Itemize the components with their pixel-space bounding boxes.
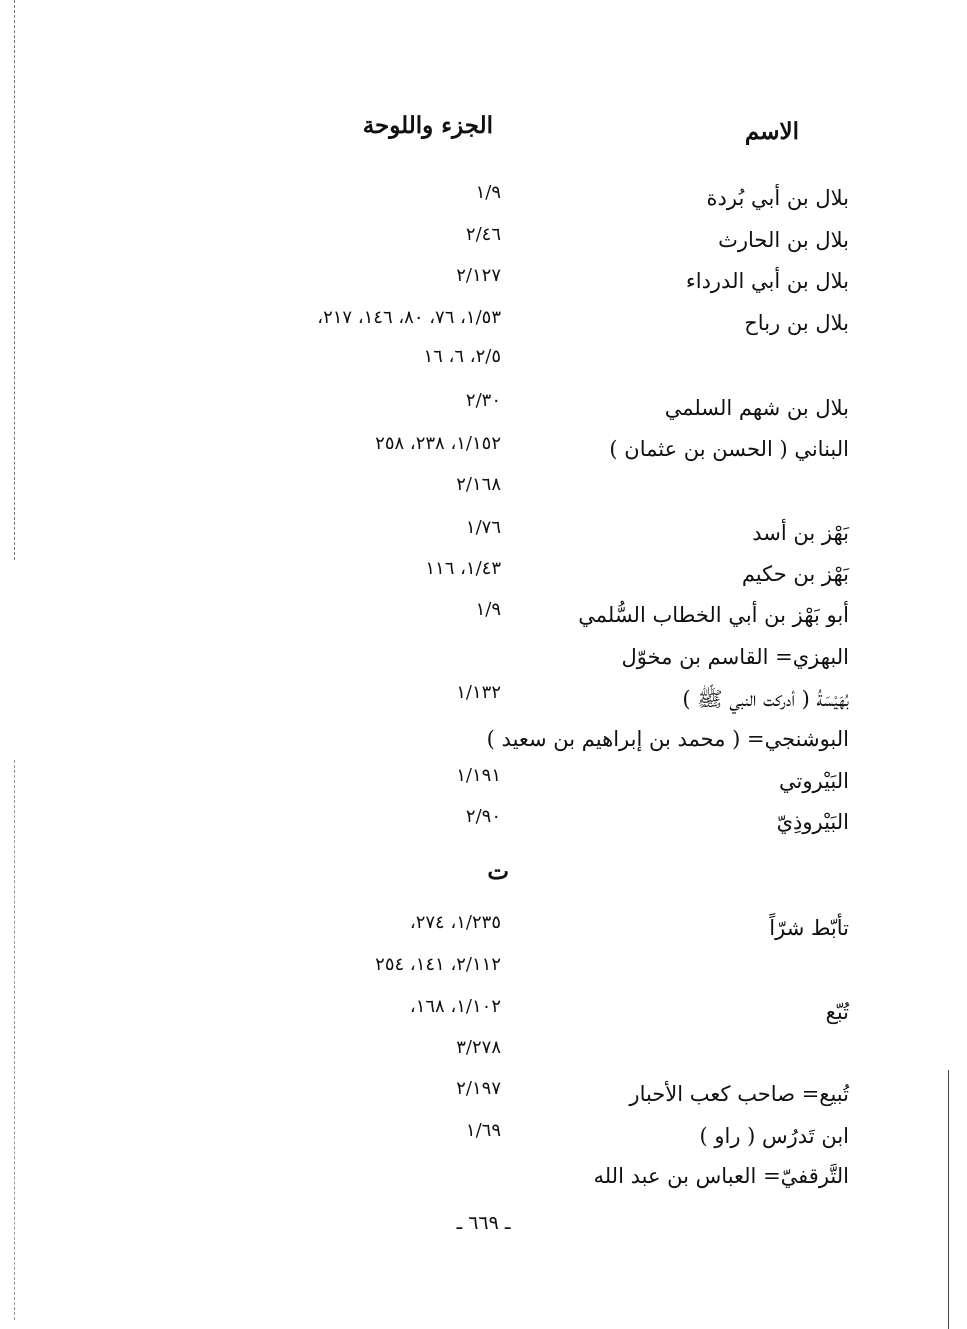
entry-reference: ١/٦٩ — [465, 1120, 501, 1141]
index-entry — [0, 265, 967, 303]
entry-name: تُبّع — [825, 1000, 849, 1024]
entry-reference: ١/٤٣، ١١٦ — [425, 558, 501, 579]
index-entry — [0, 765, 967, 803]
entry-reference: ٢/٣٠ — [465, 390, 501, 411]
entry-reference: ١/١٩١ — [456, 765, 501, 786]
index-entry — [0, 682, 967, 720]
entry-name: بلال بن الحارث — [718, 228, 849, 252]
index-entry — [0, 727, 967, 761]
entry-reference: ١/١٥٢، ٢٣٨، ٢٥٨ — [375, 433, 501, 454]
entry-reference: ٢/١٢٧ — [456, 265, 501, 286]
entry-name: بلال بن أبي بُردة — [706, 186, 849, 210]
entry-name: بُهَيْسَةُ ( أدركت النبي ﷺ ) — [682, 687, 849, 711]
index-entry — [0, 307, 967, 345]
entry-name: بلال بن أبي الدرداء — [685, 269, 849, 293]
entry-name: بَهْز بن حكيم — [741, 562, 849, 586]
section-letter-heading: ت — [487, 858, 509, 885]
index-entry — [0, 224, 967, 262]
entry-reference: ٢/٤٦ — [465, 224, 501, 245]
entry-name: ابن تَدرُس ( راو ) — [699, 1124, 849, 1148]
index-entry — [0, 1078, 967, 1116]
entry-name: أبو بَهْز بن أبي الخطاب السُّلمي — [578, 603, 849, 627]
index-entry — [0, 1164, 967, 1198]
index-entry — [0, 558, 967, 596]
index-entry — [0, 996, 967, 1034]
column-header-volume-page: الجزء واللوحة — [362, 112, 493, 139]
index-entry — [0, 182, 967, 220]
index-entry-continuation — [0, 346, 967, 380]
entry-name: بلال بن رباح — [744, 311, 849, 335]
entry-reference: ١/٧٦ — [465, 517, 501, 538]
entry-reference-continued: ٢/١١٢، ١٤١، ٢٥٤ — [375, 954, 501, 975]
entry-reference: ٢/٩٠ — [465, 806, 501, 827]
index-entry-continuation — [0, 474, 967, 508]
entry-reference: ١/٥٣، ٧٦، ٨٠، ١٤٦، ٢١٧، — [317, 307, 501, 328]
entry-name: البَيْروتي — [779, 769, 849, 793]
entry-name: البناني ( الحسن بن عثمان ) — [609, 437, 849, 461]
entry-name: تُبيع= صاحب كعب الأحبار — [629, 1082, 849, 1106]
entry-reference-continued: ٣/٢٧٨ — [456, 1037, 501, 1058]
index-entry-continuation — [0, 1037, 967, 1071]
entry-reference: ١/٩ — [475, 182, 501, 203]
index-entry — [0, 517, 967, 555]
page-number: ـ ٦٦٩ ـ — [456, 1212, 511, 1234]
entry-name: بَهْز بن أسد — [752, 521, 849, 545]
entry-reference: ١/١٠٢، ١٦٨، — [409, 996, 501, 1017]
entry-reference-continued: ٢/١٦٨ — [456, 474, 501, 495]
index-entry — [0, 1120, 967, 1158]
index-entry — [0, 390, 967, 430]
entry-name: تأبّط شرّاً — [769, 916, 849, 940]
entry-name: البوشنجي= ( محمد بن إبراهيم بن سعيد ) — [486, 727, 849, 751]
index-entry-continuation — [0, 954, 967, 988]
entry-reference: ١/١٣٢ — [456, 682, 501, 703]
entry-reference: ١/٢٣٥، ٢٧٤، — [409, 912, 501, 933]
entry-name: بلال بن شهم السلمي — [664, 396, 849, 420]
index-entry — [0, 599, 967, 637]
entry-name: البَيْروذِيّ — [776, 810, 849, 834]
index-entry — [0, 433, 967, 471]
entry-reference: ١/٩ — [475, 599, 501, 620]
index-entry — [0, 806, 967, 844]
column-header-name: الاسم — [744, 118, 799, 145]
entry-name: البهزي= القاسم بن مخوّل — [621, 645, 849, 669]
index-entry — [0, 912, 967, 950]
entry-name: التَّرقفيّ= العباس بن عبد الله — [593, 1164, 849, 1188]
index-entry — [0, 645, 967, 679]
entry-reference: ٢/١٩٧ — [456, 1078, 501, 1099]
entry-reference-continued: ٢/٥، ٦، ١٦ — [423, 346, 501, 367]
